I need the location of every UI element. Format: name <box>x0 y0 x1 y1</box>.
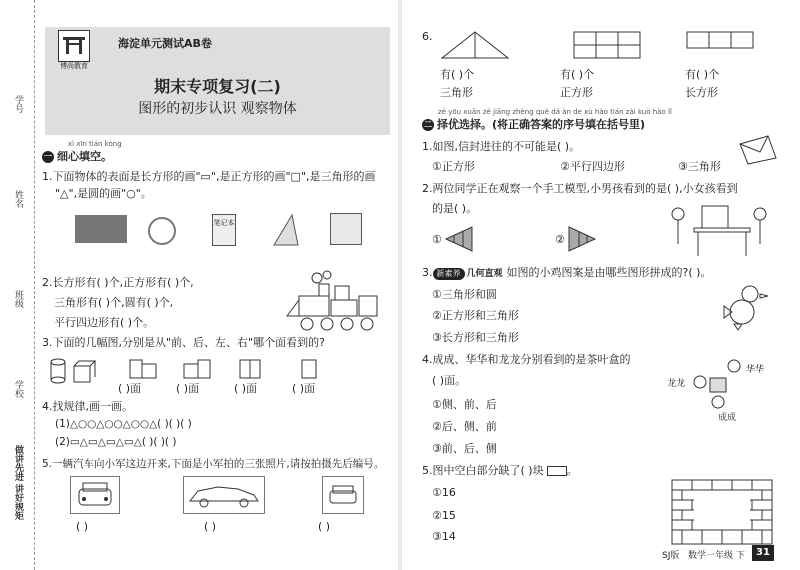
view-3-shapes <box>238 358 268 380</box>
r-q1-text: 1.如图,信封进往的不可能是( )。 <box>422 140 581 153</box>
page-title: 期末专项复习(二) <box>154 77 281 96</box>
car-photo-1 <box>70 476 120 514</box>
picture-frame-image <box>330 213 362 245</box>
section1-pinyin: xì xīn tián kòng <box>68 140 122 148</box>
q3-answer-2[interactable]: ( )面 <box>176 382 200 395</box>
q4-row1: (1)△○○△○○△○○△( )( )( ) <box>55 418 192 430</box>
binding-label-class: 班级 <box>13 290 23 308</box>
rect-object-image <box>75 215 127 243</box>
q6-label-1: 三角形 <box>440 86 473 99</box>
car-front-small-icon <box>323 477 363 513</box>
r-q5-option-2[interactable]: ②15 <box>432 509 456 522</box>
r-q5-option-3[interactable]: ③14 <box>432 530 456 543</box>
r-q1-option-1[interactable]: ①正方形 <box>432 160 475 173</box>
model-view-2 <box>567 225 597 253</box>
r-q3-option-3[interactable]: ③长方形和三角形 <box>432 331 519 344</box>
q5-answer-2[interactable]: ( ) <box>204 520 217 533</box>
q5-answer-1[interactable]: ( ) <box>76 520 89 533</box>
r-q4-option-3[interactable]: ③前、后、侧 <box>432 442 497 455</box>
view-4-shapes <box>300 358 330 380</box>
notebook-label: 笔记本 <box>213 219 235 227</box>
envelope-icon <box>738 132 778 166</box>
q6-rect-figure <box>685 30 757 50</box>
students-observing-model <box>668 200 768 260</box>
notebook-image <box>212 214 236 246</box>
binding-strip <box>0 0 35 570</box>
brick-wall-figure <box>670 478 774 546</box>
r-q2-text: 2.两位同学正在观察一个手工模型,小男孩看到的是( ),小女孩看到 <box>422 182 738 195</box>
r-q5-option-1[interactable]: ①16 <box>432 486 456 499</box>
q1-answer-row <box>72 255 372 256</box>
cylinder-cube-model <box>48 358 98 384</box>
footer-edition: SJ版 <box>662 551 680 561</box>
name-longlong: 龙龙 <box>667 379 686 389</box>
q5-text: 5.一辆汽车向小军这边开来,下面是小军拍的三张照片,请按拍摄先后编号。 <box>42 458 385 470</box>
q3-answer-3[interactable]: ( )面 <box>234 382 258 395</box>
car-photo-2 <box>183 476 265 514</box>
view-1-shapes <box>128 358 158 380</box>
r-q1-option-3[interactable]: ③三角形 <box>678 160 721 173</box>
section2-num: 二 <box>424 120 432 129</box>
brand-sub: 博尚教育 <box>60 62 88 70</box>
q5-answer-3[interactable]: ( ) <box>318 520 331 533</box>
footer-book: 数学一年级 下 <box>688 551 745 561</box>
page-subtitle: 图形的初步认识 观察物体 <box>138 101 297 117</box>
gate-icon <box>59 31 89 61</box>
r-q5-text <box>422 464 578 478</box>
round-object-image <box>148 217 176 245</box>
q3-answer-4[interactable]: ( )面 <box>292 382 316 395</box>
car-photo-3 <box>322 476 364 514</box>
q6-num: 6. <box>422 30 433 43</box>
r-q4-text: 4.成成、华华和龙龙分别看到的是茶叶盒的 <box>422 353 631 366</box>
set-square-image <box>272 213 300 247</box>
r-q5-label: 5.图中空白部分缺了( )块 <box>422 464 544 477</box>
q3-answer-1[interactable]: ( )面 <box>118 382 142 395</box>
binding-label-school: 学校 <box>13 380 23 398</box>
section1-label: 细心填空。 <box>57 150 112 163</box>
name-chengcheng: 成成 <box>718 413 737 423</box>
car-side-icon <box>184 477 264 513</box>
q1-line2: "△",是圆的画"○"。 <box>55 187 152 200</box>
view-2-shapes <box>182 358 212 380</box>
q6-label-2: 正方形 <box>560 86 593 99</box>
q2-line2: 三角形有( )个,圆有( )个, <box>54 296 174 309</box>
model-view-1 <box>444 225 474 253</box>
r-q4-option-1[interactable]: ①侧、前、后 <box>432 398 497 411</box>
brand-logo <box>58 30 90 62</box>
brand-title: 海淀单元测试AB卷 <box>118 37 212 50</box>
chick-shapes-icon <box>720 282 770 332</box>
r-q1-option-2[interactable]: ②平行四边形 <box>560 160 625 173</box>
q2-line1: 2.长方形有( )个,正方形有( )个, <box>42 276 194 289</box>
q6-triangle-figure <box>440 30 510 60</box>
q6-answer-3[interactable]: 有( )个 <box>685 68 720 81</box>
children-tea-box-image <box>688 356 748 414</box>
r-q3-number: 3. <box>422 266 433 279</box>
section1-heading <box>42 150 112 164</box>
r-q5-end: 。 <box>566 464 578 477</box>
r-q2-option-2[interactable]: ② <box>555 233 565 246</box>
q2-line3: 平行四边形有( )个。 <box>54 316 155 329</box>
train-image <box>285 270 380 338</box>
r-q4-text2: ( )面。 <box>432 374 467 387</box>
section2-label: 择优选择。(将正确答案的序号填在括号里) <box>437 118 646 131</box>
r-q3-option-1[interactable]: ①三角形和圆 <box>432 288 497 301</box>
q4-text: 4.找规律,画一画。 <box>42 400 133 413</box>
q6-label-3: 长方形 <box>685 86 718 99</box>
brick-icon <box>547 466 567 476</box>
section2-heading <box>422 118 645 132</box>
q6-grid-figure <box>572 30 644 60</box>
r-q3-heading <box>422 266 711 280</box>
binding-label-id: 学号 <box>13 95 23 113</box>
r-q3-text: 如图的小鸡图案是由哪些图形拼成的?( )。 <box>506 266 712 279</box>
section1-num: 一 <box>44 152 52 161</box>
binding-label-name: 姓名 <box>13 190 23 208</box>
name-huahua: 华华 <box>746 365 765 375</box>
section2-pinyin: zé yōu xuǎn zé jiāng zhèng què dá àn de xù hào tián zài kuò hào lǐ <box>438 108 672 116</box>
q6-answer-2[interactable]: 有( )个 <box>560 68 595 81</box>
binding-motto: 做讲先进 讲好规矩 <box>13 445 23 521</box>
page-number: 31 <box>752 545 774 561</box>
q3-text: 3.下面的几幅图,分别是从"前、后、左、右"哪个面看到的? <box>42 336 325 349</box>
r-q2-option-1[interactable]: ① <box>432 233 442 246</box>
car-front-icon <box>71 477 119 513</box>
geometry-badge: 几何直观 <box>466 269 503 279</box>
q6-answer-1[interactable]: 有( )个 <box>440 68 475 81</box>
r-q2-text2: 的是( )。 <box>432 202 478 215</box>
r-q4-option-2[interactable]: ②后、侧、前 <box>432 420 497 433</box>
new-literacy-badge: 新素养 <box>433 268 465 280</box>
q1-line1: 1.下面物体的表面是长方形的画"▭",是正方形的画"□",是三角形的画 <box>42 170 376 183</box>
right-page <box>400 0 800 570</box>
q4-row2: (2)▭△▭△▭△▭△( )( )( ) <box>55 436 177 448</box>
r-q3-option-2[interactable]: ②正方形和三角形 <box>432 309 519 322</box>
